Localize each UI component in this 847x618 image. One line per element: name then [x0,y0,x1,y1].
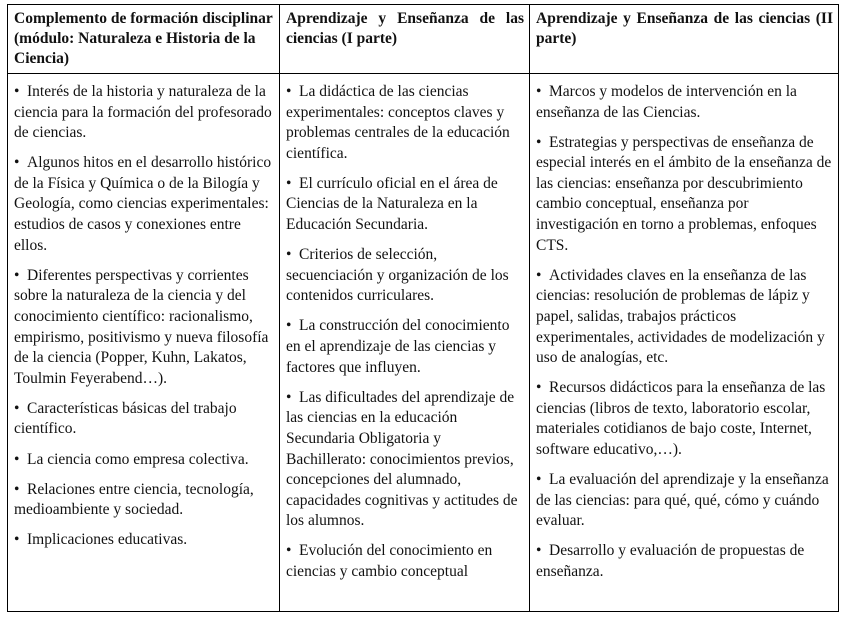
bullet-icon: • [14,399,20,417]
list-item [14,450,274,471]
bullet-icon: • [14,480,20,498]
column-naturaleza-historia [8,74,280,612]
topic-list [14,82,274,551]
header-aprendizaje-parte-2: Aprendizaje y Enseñanza de las ciencias (II parte) [530,5,839,74]
topic-list [536,82,833,583]
list-item [536,133,833,257]
item-text: Estrategias y perspectivas de enseñanza de especial interés en el ámbito de la enseñanza de las ciencias: enseñanza por descubrimiento cambio conceptual, enseñanza por investigación en torno a problemas, enfoques CTS. [536,133,832,254]
list-item [14,266,274,390]
item-text: La ciencia como empresa colectiva. [27,450,249,468]
bullet-icon: • [286,542,292,560]
list-item [286,245,524,307]
bullet-icon: • [536,379,542,397]
list-item [536,541,833,582]
item-text: Evolución del conocimiento en ciencias y cambio conceptual [286,542,493,580]
list-item [536,470,833,532]
item-text: Marcos y modelos de intervención en la enseñanza de las Ciencias. [536,83,797,121]
item-text: Criterios de selección, secuenciación y organización de los contenidos curriculares. [286,246,509,305]
item-text: La evaluación del aprendizaje y la enseñanza de las ciencias: para qué, qué, cómo y cuándo evaluar. [536,471,829,530]
list-item [14,480,274,521]
header-naturaleza-historia: Complemento de formación disciplinar (módulo: Naturaleza e Historia de la Ciencia) [8,5,280,74]
column-aprendizaje-parte-1 [280,74,530,612]
bullet-icon: • [536,83,542,100]
bullet-icon: • [286,246,292,264]
bullet-icon: • [286,317,292,335]
list-item [536,266,833,369]
bullet-icon: • [14,83,20,100]
item-text: Características básicas del trabajo científico. [14,399,237,438]
bullet-icon: • [536,133,542,151]
item-text: El currículo oficial en el área de Ciencias de la Naturaleza en la Educación Secundaria. [286,174,498,234]
bullet-icon: • [14,450,20,468]
list-item [536,82,833,123]
curriculum-table [7,4,839,612]
bullet-icon: • [286,388,292,406]
bullet-icon: • [536,471,542,489]
bullet-icon: • [14,266,20,284]
list-item [286,388,524,532]
header-aprendizaje-parte-1: Aprendizaje y Enseñanza de las ciencias (I parte) [280,5,530,74]
item-text: Implicaciones educativas. [27,531,188,549]
list-item [286,541,524,582]
bullet-icon: • [14,154,20,172]
list-item [14,82,274,144]
item-text: La didáctica de las ciencias experimentales: conceptos claves y problemas centrales de la educación científica. [286,83,510,162]
item-text: Las dificultades del aprendizaje de las ciencias en la educación Secundaria Obligatoria y Bachillerato: conocimientos previos, concepciones del alumnado, capacidades cognitivas y actitudes de los alumnos. [286,388,518,530]
bullet-icon: • [286,83,292,100]
bullet-icon: • [14,531,20,549]
item-text: Relaciones entre ciencia, tecnología, medioambiente y sociedad. [14,480,254,519]
item-text: Interés de la historia y naturaleza de la ciencia para la formación del profesorado de ciencias. [14,83,272,142]
bullet-icon: • [536,266,542,284]
list-item [14,530,274,551]
list-item [14,399,274,440]
list-item [536,378,833,460]
column-aprendizaje-parte-2 [530,74,839,612]
header-row [8,5,839,74]
item-text: La construcción del conocimiento en el aprendizaje de las ciencias y factores que influyen. [286,317,510,376]
bullet-icon: • [286,174,292,192]
item-text: Algunos hitos en el desarrollo histórico de la Física y Química o de la Bilogía y Geología, como ciencias experimentales: estudios de casos y conexiones entre ellos. [14,154,272,254]
list-item [286,82,524,164]
topic-list [286,82,524,583]
list-item [14,153,274,256]
item-text: Diferentes perspectivas y corrientes sobre la naturaleza de la ciencia y del conocimiento científico: racionalismo, empirismo, positivismo y nueva filosofía de la ciencia (Popper, Kuhn, Lakatos, Toulmin Feyerabend…). [14,266,269,387]
item-text: Actividades claves en la enseñanza de las ciencias: resolución de problemas de lápiz y papel, salidas, trabajos prácticos experimentales, actividades de modelización y uso de analogías, etc. [536,266,825,367]
content-row [8,74,839,612]
item-text: Recursos didácticos para la enseñanza de las ciencias (libros de texto, laboratorio escolar, materiales cotidianos de bajo coste, Internet, software educativo,…). [536,379,826,458]
bullet-icon: • [536,542,542,560]
item-text: Desarrollo y evaluación de propuestas de enseñanza. [536,542,805,580]
list-item [286,174,524,236]
list-item [286,316,524,378]
